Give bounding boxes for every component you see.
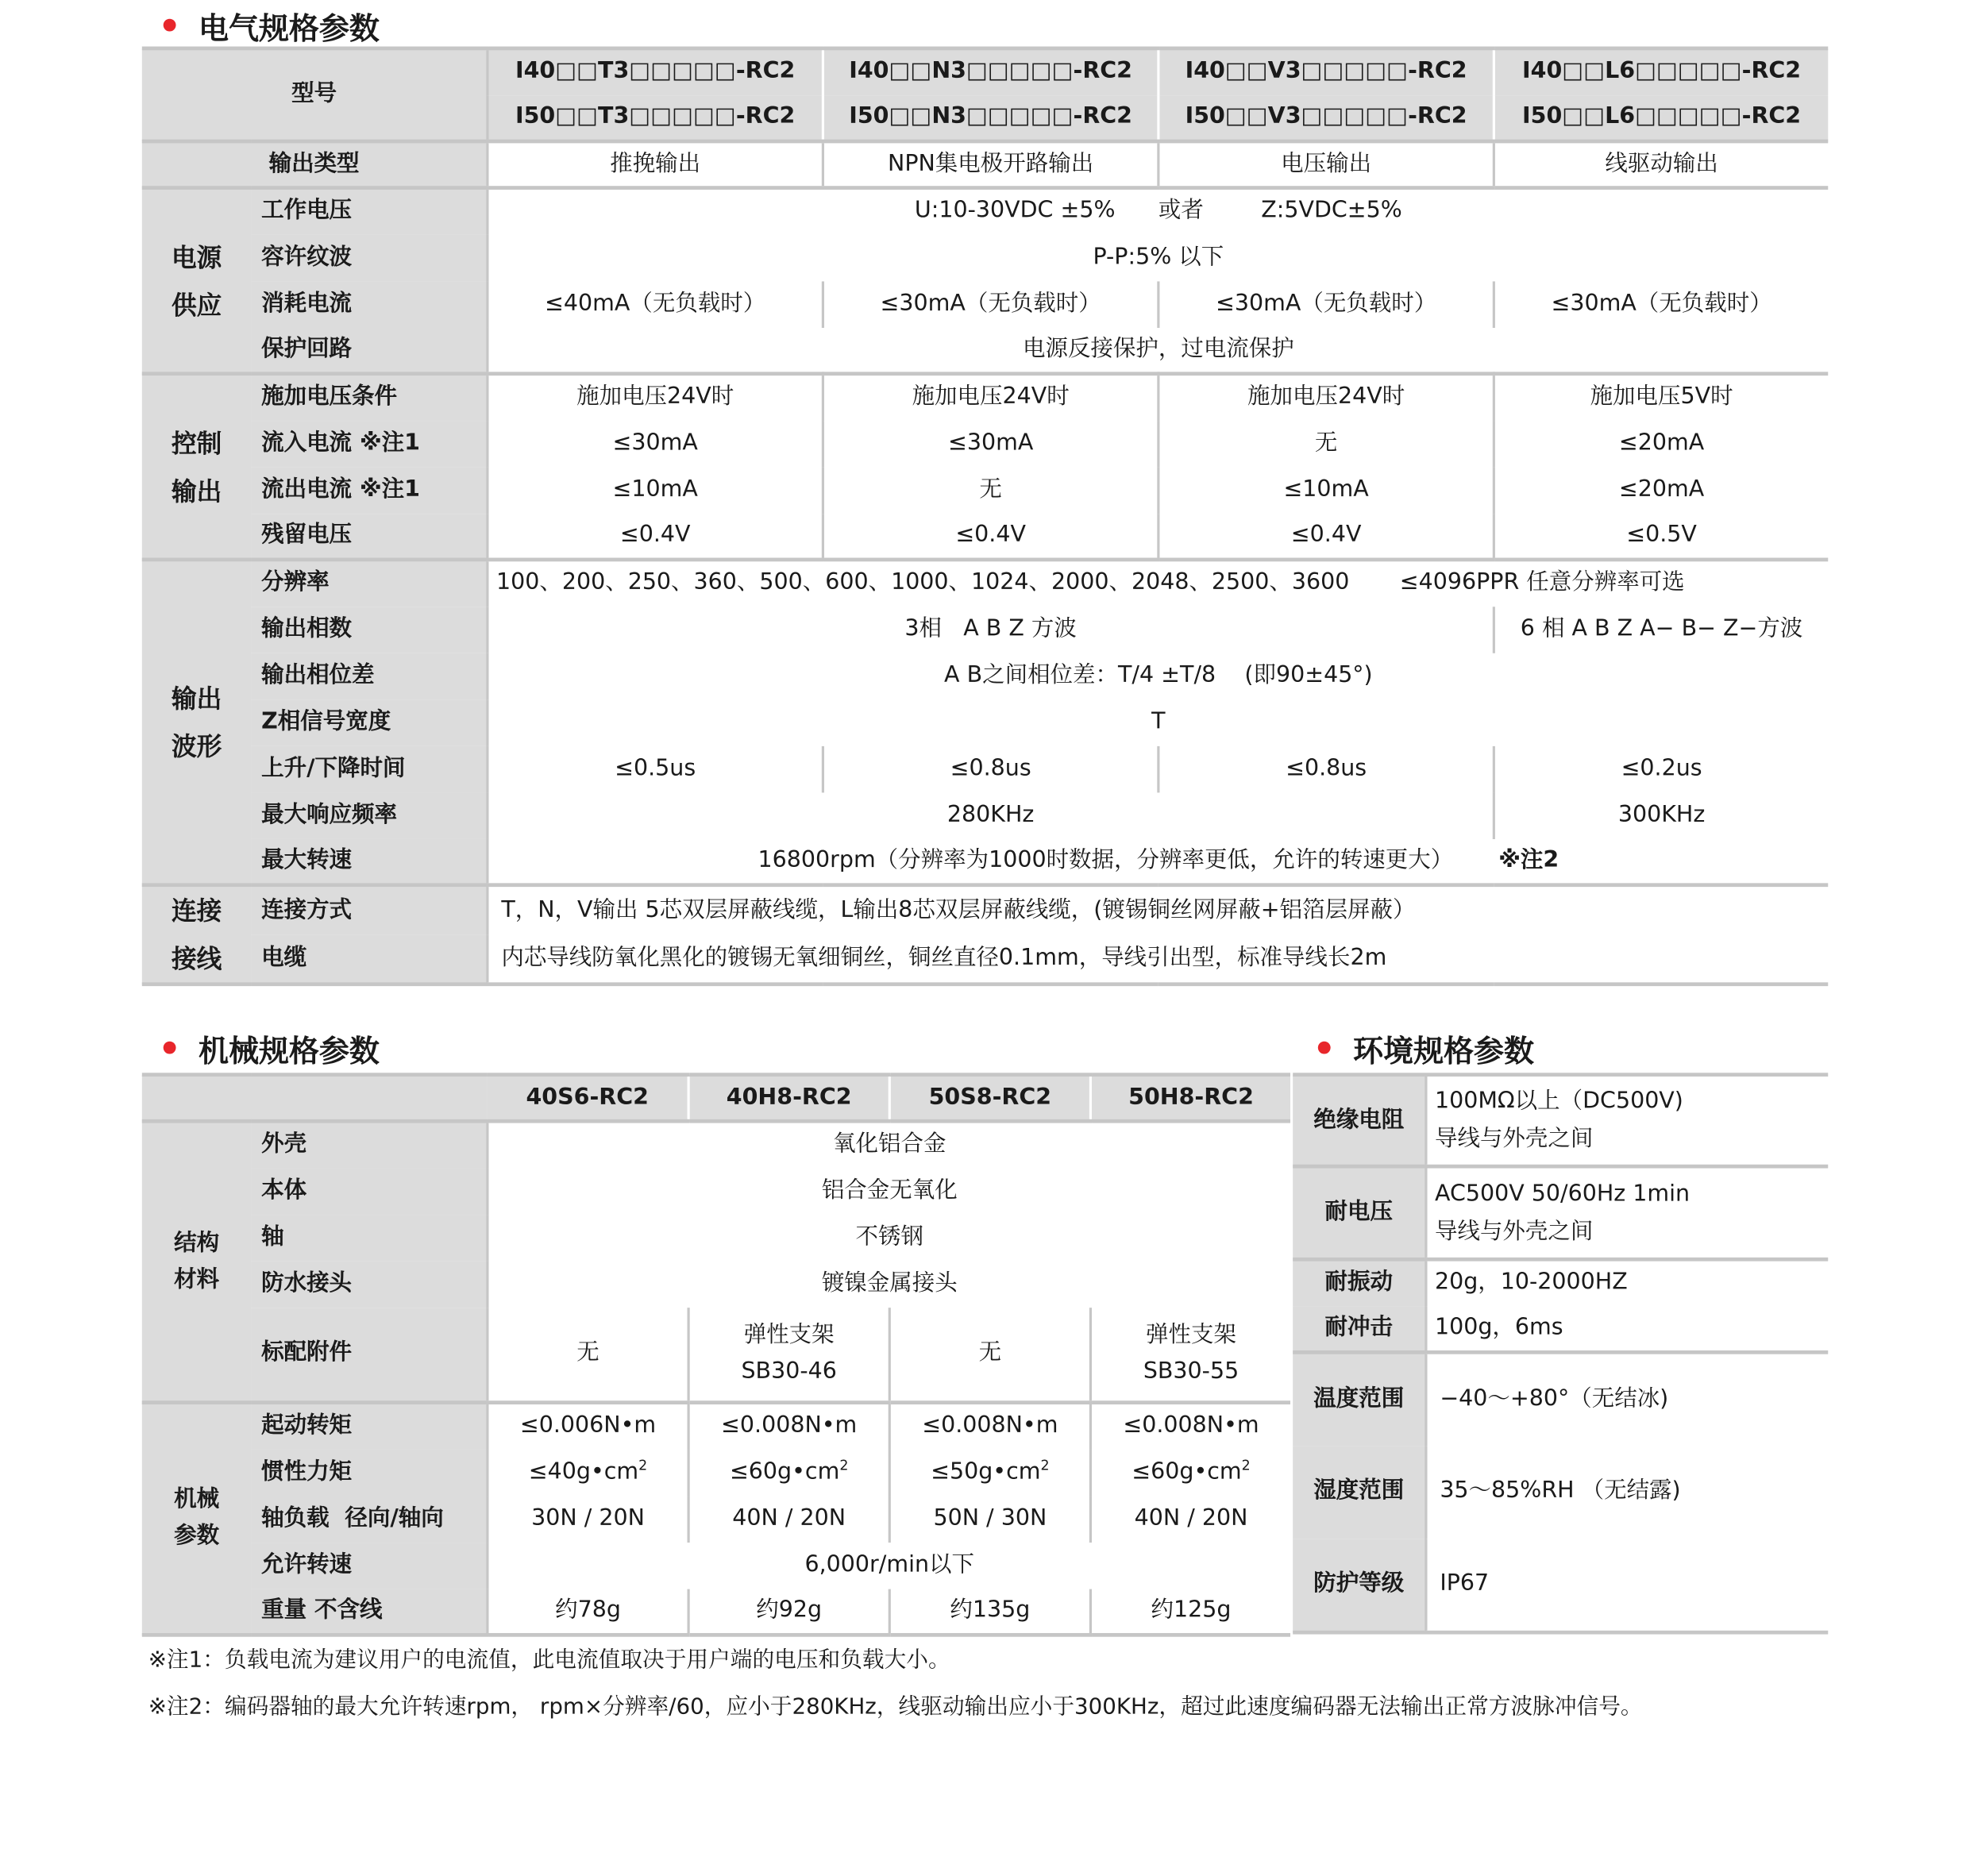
mech-model-50h8: 50H8-RC2 xyxy=(1090,1075,1290,1122)
sink-current-label: 流入电流 ※注1 xyxy=(251,420,487,467)
sink-current-v3: 无 xyxy=(1158,420,1494,467)
temperature-value: −40～+80°（无结冰) xyxy=(1440,1385,1669,1412)
model-l6-line2: I50□□L6□□□□□-RC2 xyxy=(1494,94,1828,141)
current-consumption-l6: ≤30mA（无负载时） xyxy=(1551,289,1772,317)
withstand-voltage-value: AC500V 50/60Hz 1min 导线与外壳之间 xyxy=(1426,1166,1828,1259)
output-type-line-driver: 线驱动输出 xyxy=(1494,141,1828,188)
shock-label: 耐冲击 xyxy=(1293,1306,1426,1353)
sink-current-n3: ≤30mA xyxy=(823,420,1158,467)
resolution-value: 100、200、250、360、500、600、1000、1024、2000、2048、2500、3600 ≤4096PPR 任意分辨率可选 xyxy=(496,569,1685,596)
mechanical-title-text: 机械规格参数 xyxy=(199,1033,380,1069)
mechanical-spec-table xyxy=(142,1073,1290,1636)
accessory-50h8: 弹性支架 SB30-55 xyxy=(1090,1307,1290,1402)
max-frequency-300: 300KHz xyxy=(1617,800,1706,828)
model-label: 型号 xyxy=(142,48,488,141)
red-bullet-icon xyxy=(164,19,176,32)
electrical-title-text: 电气规格参数 xyxy=(199,10,380,46)
output-type-voltage: 电压输出 xyxy=(1158,141,1494,188)
accessory-label: 标配附件 xyxy=(251,1307,487,1402)
mech-model-40h8: 40H8-RC2 xyxy=(688,1075,889,1122)
output-phases-label: 输出相数 xyxy=(251,606,487,653)
source-current-l6: ≤20mA xyxy=(1618,476,1705,503)
weight-50h8: 约125g xyxy=(1090,1589,1290,1635)
working-voltage-label: 工作电压 xyxy=(251,188,487,235)
model-t3-line1: I40□□T3□□□□□-RC2 xyxy=(488,48,823,95)
accessory-40s6: 无 xyxy=(488,1307,688,1402)
source-current-label: 流出电流 ※注1 xyxy=(251,467,487,514)
start-torque-50h8: ≤0.008N•m xyxy=(1123,1412,1259,1439)
electrical-spec-table xyxy=(142,47,1828,987)
mechanical-section-title xyxy=(164,1027,380,1069)
model-v3-line1: I40□□V3□□□□□-RC2 xyxy=(1158,48,1494,95)
red-bullet-icon xyxy=(164,1042,176,1054)
source-current-v3: ≤10mA xyxy=(1158,467,1494,514)
max-frequency-280: 280KHz xyxy=(488,792,1494,839)
protection-label: 保护回路 xyxy=(251,327,487,374)
shaft-value: 不锈钢 xyxy=(855,1223,923,1250)
joint-label: 防水接头 xyxy=(251,1261,487,1308)
phase-difference-label: 输出相位差 xyxy=(251,653,487,699)
structure-group-label: 结构 材料 xyxy=(142,1121,252,1402)
current-consumption-v3: ≤30mA（无负载时） xyxy=(1158,281,1494,328)
current-consumption-t3: ≤40mA（无负载时） xyxy=(488,281,823,328)
vibration-label: 耐振动 xyxy=(1293,1259,1426,1306)
temperature-label: 温度范围 xyxy=(1293,1352,1426,1445)
protection-value: 电源反接保护，过电流保护 xyxy=(488,327,1828,374)
residual-voltage-l6: ≤0.5V xyxy=(1494,513,1828,560)
model-n3-line1: I40□□N3□□□□□-RC2 xyxy=(823,48,1158,95)
shell-value: 氧化铝合金 xyxy=(833,1131,946,1158)
accessory-50s8: 无 xyxy=(889,1307,1090,1402)
environment-section-title xyxy=(1318,1027,1534,1069)
mech-params-group-label: 机械 参数 xyxy=(142,1403,252,1635)
model-v3-line2: I50□□V3□□□□□-RC2 xyxy=(1158,94,1494,141)
mech-model-40s6: 40S6-RC2 xyxy=(488,1075,688,1122)
insulation-value: 100MΩ以上（DC500V) 导线与外壳之间 xyxy=(1426,1075,1828,1167)
ripple-value: P-P:5% 以下 xyxy=(1093,243,1224,270)
ip-rating-value: IP67 xyxy=(1426,1539,1828,1633)
inertia-40h8: $\le 60g•cm^2$ xyxy=(688,1449,889,1496)
power-group-label: 电源 供应 xyxy=(142,188,252,374)
rise-fall-label: 上升/下降时间 xyxy=(251,745,487,792)
applied-voltage-v3: 施加电压24V时 xyxy=(1158,374,1494,421)
note-2: ※注2：编码器轴的最大允许转速rpm， rpm×分辨率/60，应小于280KHz，线驱动输出应小于300KHz，超过此速度编码器无法输出正常方波脉冲信号。 xyxy=(148,1694,1643,1720)
inertia-label: 惯性力矩 xyxy=(251,1449,487,1496)
start-torque-label: 起动转矩 xyxy=(251,1403,487,1450)
z-width-value: T xyxy=(1151,707,1166,735)
start-torque-50s8: ≤0.008N•m xyxy=(889,1403,1090,1450)
source-current-n3: 无 xyxy=(823,467,1158,514)
body-value: 铝合金无氧化 xyxy=(821,1177,958,1204)
electrical-section-title xyxy=(164,4,380,47)
allowed-speed-value: 6,000r/min以下 xyxy=(804,1550,975,1577)
max-speed-note: ※注2 xyxy=(1498,846,1559,873)
allowed-speed-label: 允许转速 xyxy=(251,1542,487,1589)
waveform-group-label: 输出 波形 xyxy=(142,560,252,885)
start-torque-40s6: ≤0.006N•m xyxy=(488,1403,688,1450)
connection-group-label: 连接 接线 xyxy=(142,885,252,984)
humidity-value: 35～85%RH （无结露) xyxy=(1440,1477,1681,1504)
rise-fall-v3: ≤0.8us xyxy=(1158,745,1494,792)
joint-value: 镀镍金属接头 xyxy=(821,1269,958,1296)
inertia-50h8: $\le 60g•cm^2$ xyxy=(1131,1457,1251,1485)
shell-label: 外壳 xyxy=(251,1121,487,1168)
applied-voltage-l6: 施加电压5V时 xyxy=(1590,383,1733,410)
output-type-npn: NPN集电极开路输出 xyxy=(823,141,1158,188)
applied-voltage-n3: 施加电压24V时 xyxy=(823,374,1158,421)
shaft-load-50h8: 40N / 20N xyxy=(1134,1504,1248,1531)
mech-header-blank xyxy=(142,1075,488,1122)
red-bullet-icon xyxy=(1318,1042,1331,1054)
rise-fall-t3: ≤0.5us xyxy=(488,745,823,792)
weight-40h8: 约92g xyxy=(688,1589,889,1635)
inertia-40s6: $\le 40g•cm^2$ xyxy=(488,1449,688,1496)
mech-model-50s8: 50S8-RC2 xyxy=(889,1075,1090,1122)
weight-label: 重量 不含线 xyxy=(251,1589,487,1635)
rise-fall-l6: ≤0.2us xyxy=(1621,754,1702,781)
max-speed-value: 16800rpm（分辨率为1000时数据，分辨率更低，允许的转速更大） xyxy=(758,846,1454,873)
shaft-load-40s6: 30N / 20N xyxy=(488,1496,688,1543)
note-1: ※注1：负载电流为建议用户的电流值，此电流值取决于用户端的电压和负载大小。 xyxy=(148,1647,950,1674)
shaft-load-50s8: 50N / 30N xyxy=(889,1496,1090,1543)
output-type-label: 输出类型 xyxy=(142,141,488,188)
applied-voltage-label: 施加电压条件 xyxy=(251,374,487,421)
max-speed-cell xyxy=(488,838,1828,885)
connection-method-label: 连接方式 xyxy=(251,885,487,935)
residual-voltage-label: 残留电压 xyxy=(251,513,487,560)
model-t3-line2: I50□□T3□□□□□-RC2 xyxy=(488,94,823,141)
residual-voltage-v3: ≤0.4V xyxy=(1158,513,1494,560)
start-torque-40h8: ≤0.008N•m xyxy=(688,1403,889,1450)
shaft-load-label: 轴负载 径向/轴向 xyxy=(251,1496,487,1543)
max-frequency-label: 最大响应频率 xyxy=(251,792,487,839)
connection-method-value: T，N，V输出 5芯双层屏蔽线缆，L输出8芯双层屏蔽线缆，(镀锡铜丝网屏蔽+铝箔层屏蔽） xyxy=(501,896,1416,923)
environment-spec-table xyxy=(1293,1073,1828,1634)
rise-fall-n3: ≤0.8us xyxy=(823,745,1158,792)
ripple-label: 容许纹波 xyxy=(251,234,487,281)
cable-value: 内芯导线防氧化黑化的镀锡无氧细铜丝，铜丝直径0.1mm，导线引出型，标准导线长2m xyxy=(488,934,1828,984)
current-consumption-label: 消耗电流 xyxy=(251,281,487,328)
source-current-t3: ≤10mA xyxy=(488,467,823,514)
output-phases-6: 6 相 A B Z A− B− Z−方波 xyxy=(1520,614,1803,642)
sink-current-t3: ≤30mA xyxy=(488,420,823,467)
applied-voltage-t3: 施加电压24V时 xyxy=(488,374,823,421)
body-label: 本体 xyxy=(251,1168,487,1215)
environment-title-text: 环境规格参数 xyxy=(1353,1033,1534,1069)
output-type-push-pull: 推挽输出 xyxy=(488,141,823,188)
residual-voltage-n3: ≤0.4V xyxy=(823,513,1158,560)
current-consumption-n3: ≤30mA（无负载时） xyxy=(823,281,1158,328)
humidity-label: 湿度范围 xyxy=(1293,1445,1426,1538)
resolution-label: 分辨率 xyxy=(251,560,487,607)
model-n3-line2: I50□□N3□□□□□-RC2 xyxy=(823,94,1158,141)
inertia-50s8: $\le 50g•cm^2$ xyxy=(889,1449,1090,1496)
working-voltage-value: U:10-30VDC ±5% 或者 Z:5VDC±5% xyxy=(914,198,1402,225)
max-speed-label: 最大转速 xyxy=(251,838,487,885)
z-width-label: Z相信号宽度 xyxy=(251,699,487,746)
control-group-label: 控制 输出 xyxy=(142,374,252,560)
ip-rating-label: 防护等级 xyxy=(1293,1539,1426,1633)
vibration-value: 20g，10-2000HZ xyxy=(1434,1269,1628,1296)
output-phases-3: 3相 A B Z 方波 xyxy=(488,606,1494,653)
withstand-voltage-label: 耐电压 xyxy=(1293,1166,1426,1259)
weight-50s8: 约135g xyxy=(889,1589,1090,1635)
shaft-label: 轴 xyxy=(251,1214,487,1261)
shock-value: 100g，6ms xyxy=(1426,1306,1828,1353)
insulation-label: 绝缘电阻 xyxy=(1293,1075,1426,1167)
weight-40s6: 约78g xyxy=(488,1589,688,1635)
phase-difference-value: A B之间相位差：T/4 ±T/8 (即90±45°) xyxy=(944,661,1373,688)
shaft-load-40h8: 40N / 20N xyxy=(688,1496,889,1543)
sink-current-l6: ≤20mA xyxy=(1618,429,1705,456)
residual-voltage-t3: ≤0.4V xyxy=(488,513,823,560)
accessory-40h8: 弹性支架 SB30-46 xyxy=(688,1307,889,1402)
model-l6-line1: I40□□L6□□□□□-RC2 xyxy=(1494,48,1828,95)
cable-label: 电缆 xyxy=(251,934,487,984)
